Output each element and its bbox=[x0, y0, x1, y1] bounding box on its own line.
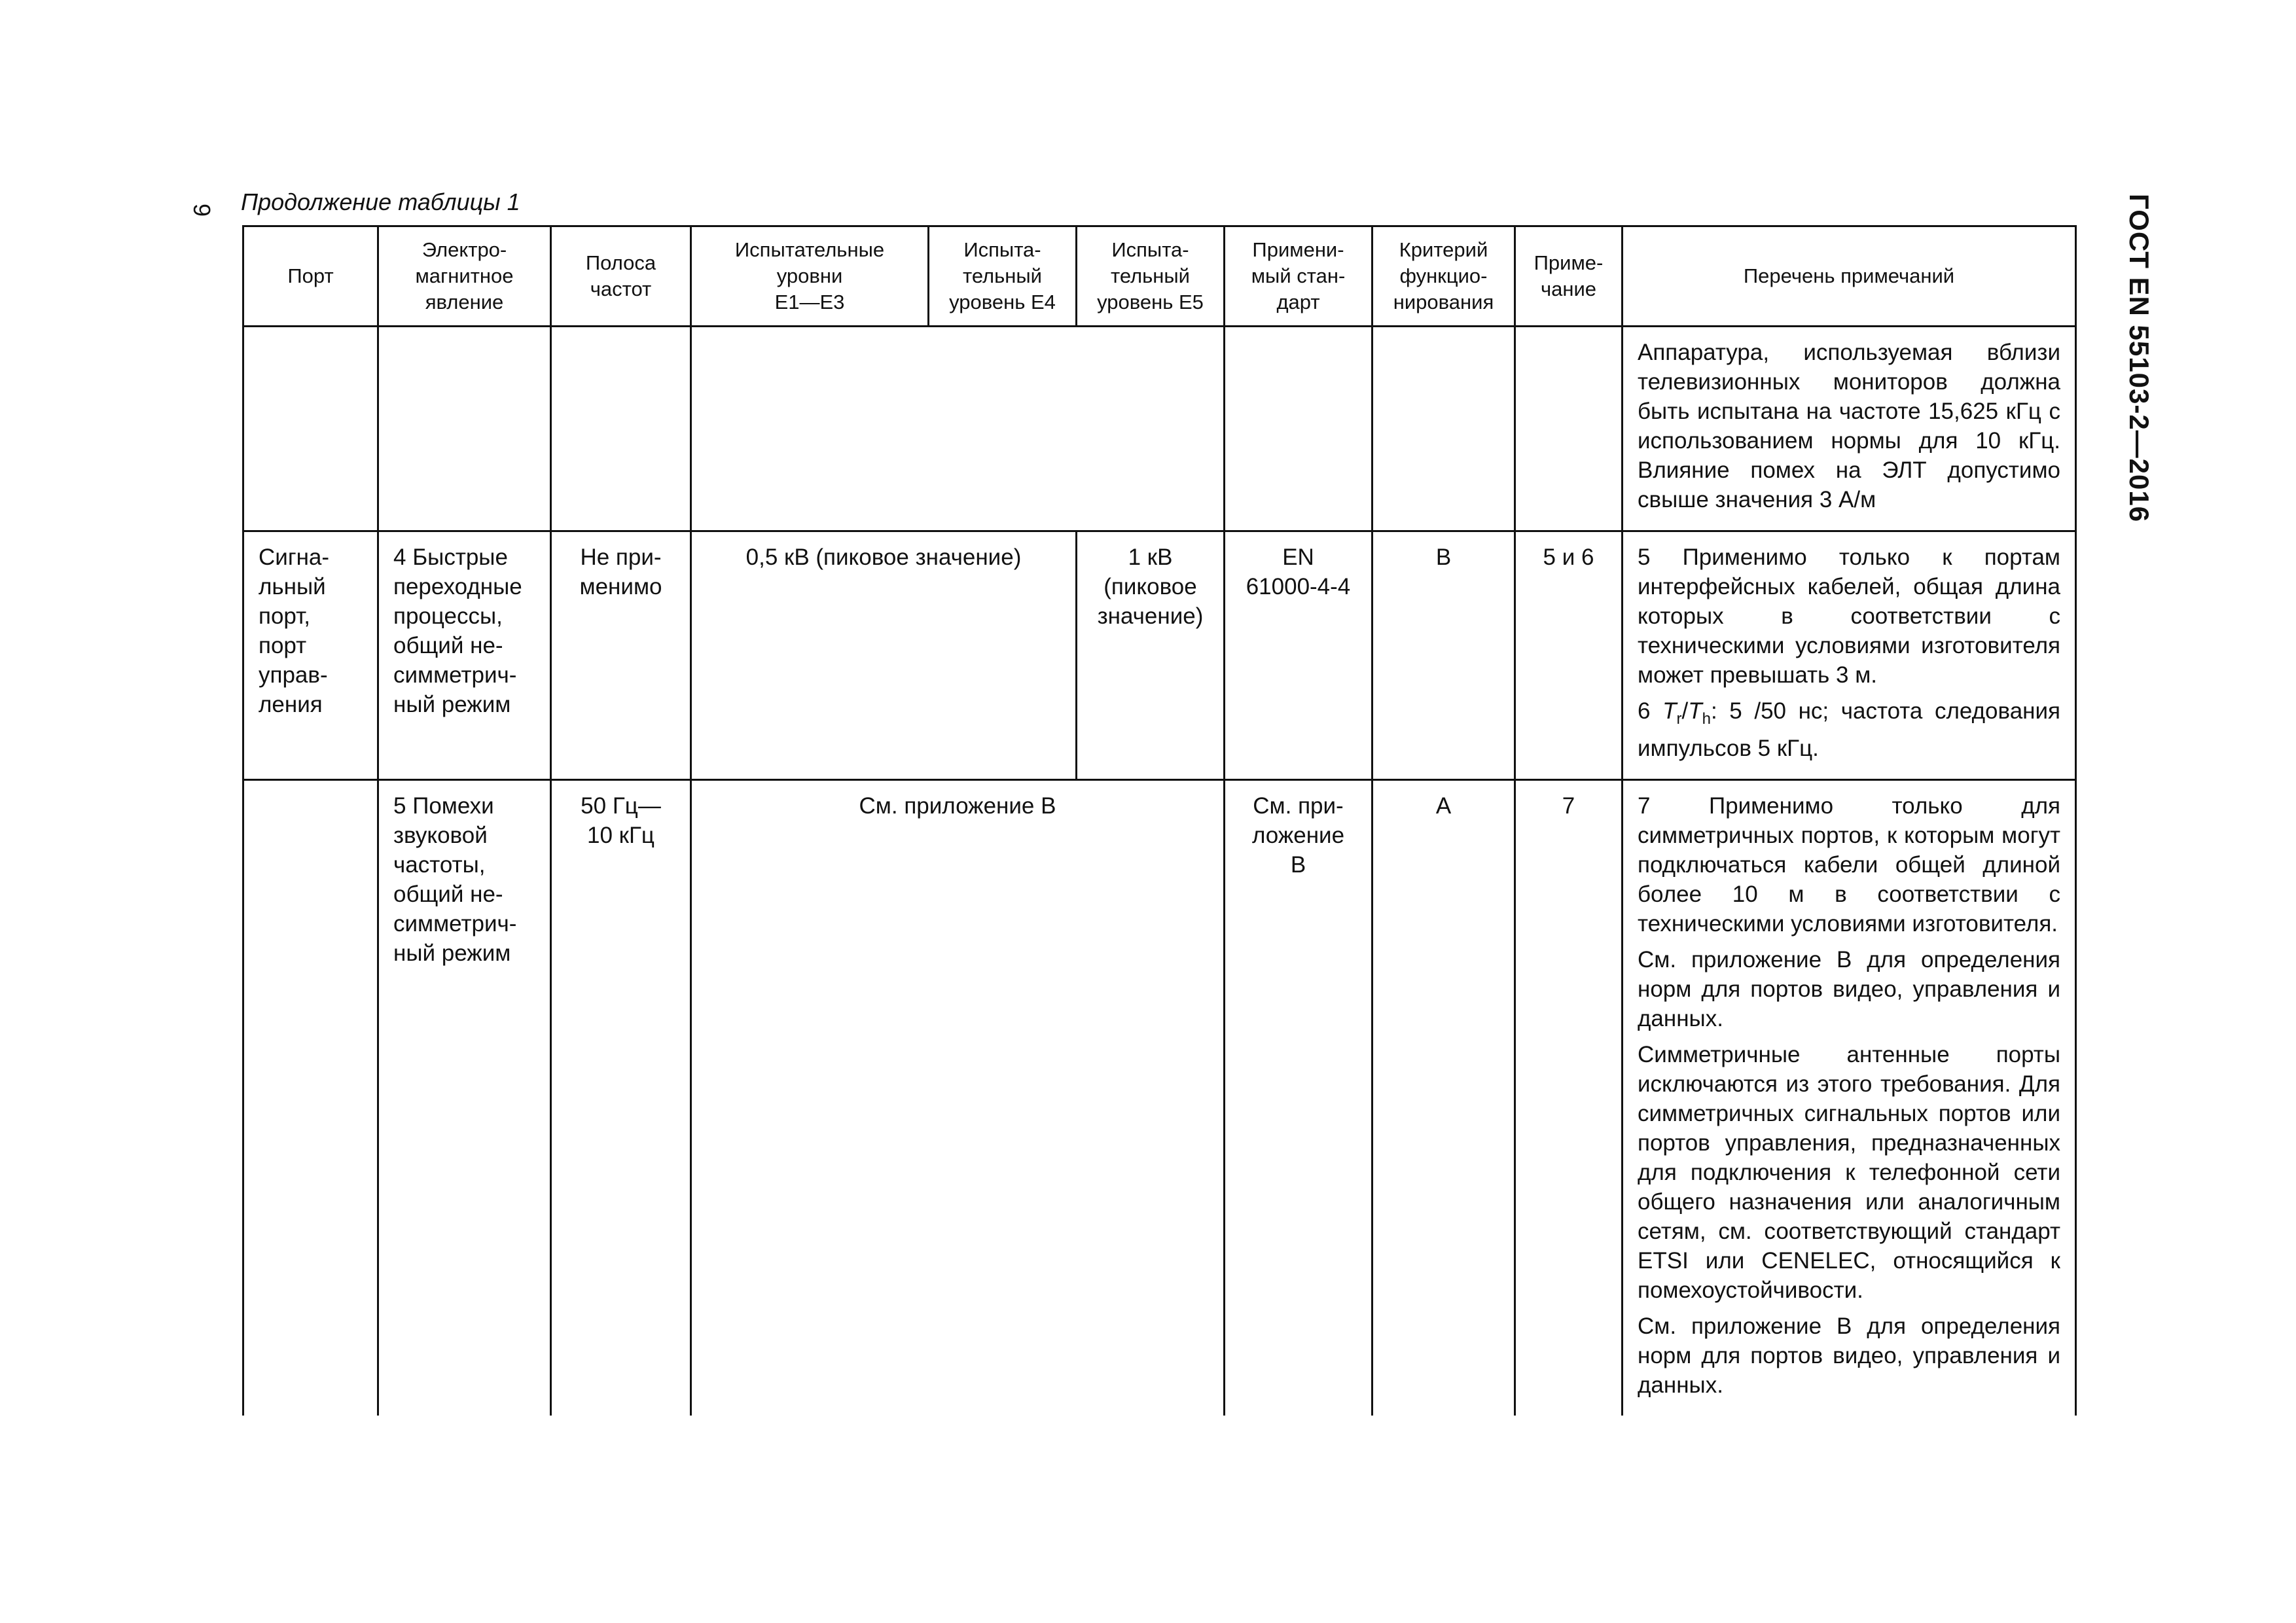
note6-tr-symbol: T bbox=[1662, 698, 1677, 724]
cell-band: Не при- менимо bbox=[551, 531, 691, 780]
cell-standard: EN 61000-4-4 bbox=[1225, 531, 1372, 780]
cell-note: 5 и 6 bbox=[1515, 531, 1623, 780]
cell-port bbox=[243, 780, 378, 1416]
note6-prefix: 6 bbox=[1638, 698, 1663, 724]
table-row bbox=[243, 531, 2076, 780]
header-note: Приме- чание bbox=[1515, 226, 1623, 327]
header-phenomenon: Электро- магнитное явление bbox=[378, 226, 551, 327]
immunity-table bbox=[242, 225, 2077, 1416]
cell-standard: См. при- ложение В bbox=[1225, 780, 1372, 1416]
note6-tr-subscript: r bbox=[1676, 710, 1682, 728]
document-code: ГОСТ EN 55103-2—2016 bbox=[2124, 194, 2155, 523]
cell-band bbox=[551, 327, 691, 531]
table-caption: Продолжение таблицы 1 bbox=[241, 188, 520, 215]
cell-port bbox=[243, 327, 378, 531]
note-paragraph: Симметричные антенные порты исключаются из этого требования. Для симметричных сигнальных портов или портов управления, предназначенных для подключения к телефонной сети общего назначения или аналогичным сетям, см. соответствующий стандарт ETSI или CENELEC, относящийся к помехоустойчивости. bbox=[1638, 1042, 2060, 1303]
cell-criterion: В bbox=[1372, 531, 1515, 780]
note-paragraph: См. приложение В для определения норм для портов видео, управления и данных. bbox=[1638, 947, 2060, 1031]
note-paragraph: См. приложение В для определения норм для портов видео, управления и данных. bbox=[1638, 1313, 2060, 1398]
cell-notes-list bbox=[1623, 327, 2076, 531]
cell-note: 7 bbox=[1515, 780, 1623, 1416]
header-port: Порт bbox=[243, 226, 378, 327]
note-paragraph: 7 Применимо только для симметричных портов, к которым могут подключаться кабели общей длиной более 10 м в соответствии с техническими условиями изготовителя. bbox=[1638, 793, 2060, 936]
cell-band: 50 Гц— 10 кГц bbox=[551, 780, 691, 1416]
cell-levels: См. приложение В bbox=[691, 780, 1225, 1416]
cell-standard bbox=[1225, 327, 1372, 531]
cell-levels-e1-e4: 0,5 кВ (пиковое значение) bbox=[691, 531, 1077, 780]
table-row bbox=[243, 327, 2076, 531]
header-row bbox=[243, 226, 2076, 327]
note6-th-subscript: h bbox=[1702, 710, 1711, 728]
cell-levels bbox=[691, 327, 1225, 531]
note-paragraph: Аппаратура, используемая вблизи телевизионных мониторов должна быть испытана на частоте 15,625 кГц с использованием нормы для 10 кГц. Влияние помех на ЭЛТ допустимо свыше значения 3 А/м bbox=[1638, 340, 2060, 512]
cell-criterion: А bbox=[1372, 780, 1515, 1416]
header-band: Полоса частот bbox=[551, 226, 691, 327]
cell-note bbox=[1515, 327, 1623, 531]
cell-phenomenon: 4 Быстрые переходные процессы, общий не- симметрич- ный режим bbox=[378, 531, 551, 780]
note6-slash: / bbox=[1681, 698, 1689, 724]
header-notes-list: Перечень примечаний bbox=[1623, 226, 2076, 327]
note6-th-symbol: T bbox=[1688, 698, 1702, 724]
table-row bbox=[243, 780, 2076, 1416]
note-paragraph bbox=[1638, 696, 2060, 763]
header-level-e4: Испыта- тельный уровень Е4 bbox=[929, 226, 1077, 327]
header-criterion: Критерий функцио- нирования bbox=[1372, 226, 1515, 327]
cell-criterion bbox=[1372, 327, 1515, 531]
note6-rest: : 5 /50 нс; частота следования импульсов 5 кГц. bbox=[1638, 698, 2060, 761]
cell-phenomenon bbox=[378, 327, 551, 531]
cell-port: Сигна- льный порт, порт управ- ления bbox=[243, 531, 378, 780]
cell-phenomenon: 5 Помехи звуковой частоты, общий не- симметрич- ный режим bbox=[378, 780, 551, 1416]
cell-notes-list bbox=[1623, 780, 2076, 1416]
header-levels-e1-e3: Испытательные уровни Е1—Е3 bbox=[691, 226, 929, 327]
note-paragraph: 5 Применимо только к портам интерфейсных кабелей, общая длина которых в соответствии с техническими условиями изготовителя может превышать 3 м. bbox=[1638, 544, 2060, 688]
page-number: 9 bbox=[188, 203, 216, 217]
cell-notes-list bbox=[1623, 531, 2076, 780]
header-level-e5: Испыта- тельный уровень Е5 bbox=[1077, 226, 1225, 327]
cell-level-e5: 1 кВ (пиковое значение) bbox=[1077, 531, 1225, 780]
header-standard: Примени- мый стан- дарт bbox=[1225, 226, 1372, 327]
